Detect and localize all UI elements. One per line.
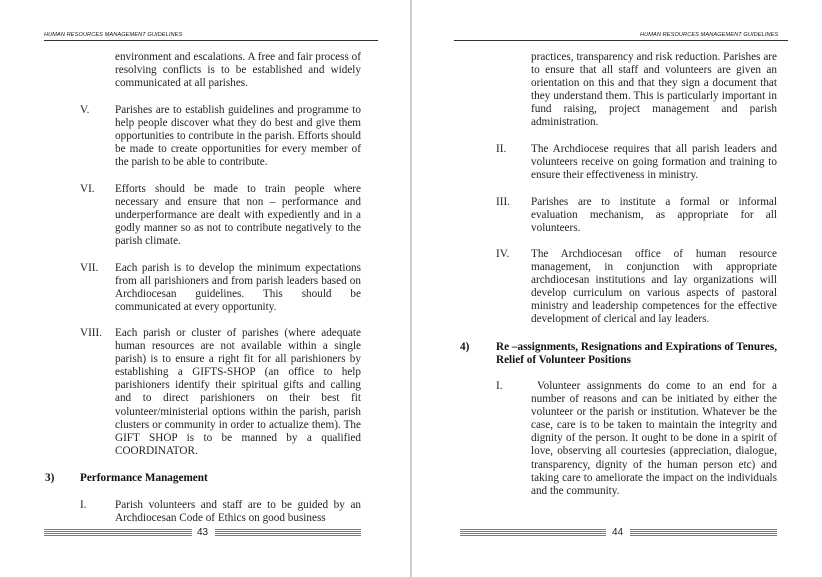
item-number: I. <box>496 380 503 392</box>
item-number: II. <box>496 143 507 155</box>
item-text: Parishes are to establish guidelines and programme to help people discover what they do best and give them opportunities to contribute in the parish. Efforts should be made to create opportunities for every member of the parish to be able to contribute. <box>115 104 361 169</box>
section-title: Performance Management <box>80 472 208 484</box>
item-number: III. <box>496 196 510 208</box>
section-number: 4) <box>460 341 470 353</box>
running-header: HUMAN RESOURCES MANAGEMENT GUIDELINES <box>640 32 779 38</box>
item-text: Each parish is to develop the minimum expectations from all parishioners and from parish leaders based on Archdiocesan guidelines. This should be communicated at every opportunity. <box>115 262 361 314</box>
item-text: The Archdiocesan office of human resource management, in conjunction with appropriate archdiocesan institutions and lay organizations will develop curriculum on various aspects of pastoral ministry and leadership competences for the effective development of clerical and lay leaders. <box>531 248 777 326</box>
page-number: 44 <box>612 527 624 538</box>
footer-rule <box>630 529 777 537</box>
right-page <box>412 0 822 577</box>
item-text: Each parish or cluster of parishes (where adequate human resources are not available within a single parish) is to ensure a right fit for all parishioners by establishing a GIFTS-SHOP (an office to help parishioners identify their spiritual gifts and calling and to direct parishioners on their best fit volunteer/ministerial options within the parish, parish clusters or community in order to actualize them). The GIFT SHOP is to be manned by a qualified COORDINATOR. <box>115 327 361 457</box>
item-number: VI. <box>80 183 95 195</box>
running-header: HUMAN RESOURCES MANAGEMENT GUIDELINES <box>44 32 183 38</box>
item-text: Volunteer assignments do come to an end for a number of reasons and can be initiated by either the volunteer or the parish or institution. Whatever be the case, care is to be taken to maintain the integrity and dignity of the person. It ought to be done in a spirit of love, observing all courtesies (appreciation, dialogue, transparency, dignity of the human person etc) and taking care to ameliorate the impact on the individuals and the community. <box>531 380 777 497</box>
item-text: The Archdiocese requires that all parish leaders and volunteers receive on going formation and training to ensure their effectiveness in ministry. <box>531 143 777 182</box>
item-number: VII. <box>80 262 99 274</box>
item-text: Efforts should be made to train people where necessary and ensure that non – performance and underperformance are dealt with expediently and in a godly manner so as not to contribute negatively to the parish climate. <box>115 183 361 248</box>
item-text: Parish volunteers and staff are to be guided by an Archdiocesan Code of Ethics on good business <box>115 499 361 525</box>
item-number: IV. <box>496 248 510 260</box>
continuation-paragraph: environment and escalations. A free and fair process of resolving conflicts is to be established and widely communicated at all parishes. <box>115 51 361 90</box>
continuation-paragraph: practices, transparency and risk reduction. Parishes are to ensure that all staff and volunteers are given an orientation on this and that they sign a document that they understand them. This is particularly important in fund raising, project management and parish administration. <box>531 51 777 129</box>
item-text: Parishes are to institute a formal or informal evaluation mechanism, as appropriate for all volunteers. <box>531 196 777 235</box>
section-title: Re –assignments, Resignations and Expirations of Tenures, Relief of Volunteer Positions <box>496 341 777 367</box>
footer-rule <box>44 529 192 537</box>
footer-rule <box>460 529 606 537</box>
page-number: 43 <box>197 527 209 538</box>
footer-rule <box>215 529 361 537</box>
header-rule <box>454 40 788 41</box>
left-page <box>0 0 410 577</box>
item-number: I. <box>80 499 87 511</box>
header-rule <box>44 40 378 41</box>
section-number: 3) <box>45 472 55 484</box>
item-number: V. <box>80 104 90 116</box>
item-number: VIII. <box>80 327 103 339</box>
